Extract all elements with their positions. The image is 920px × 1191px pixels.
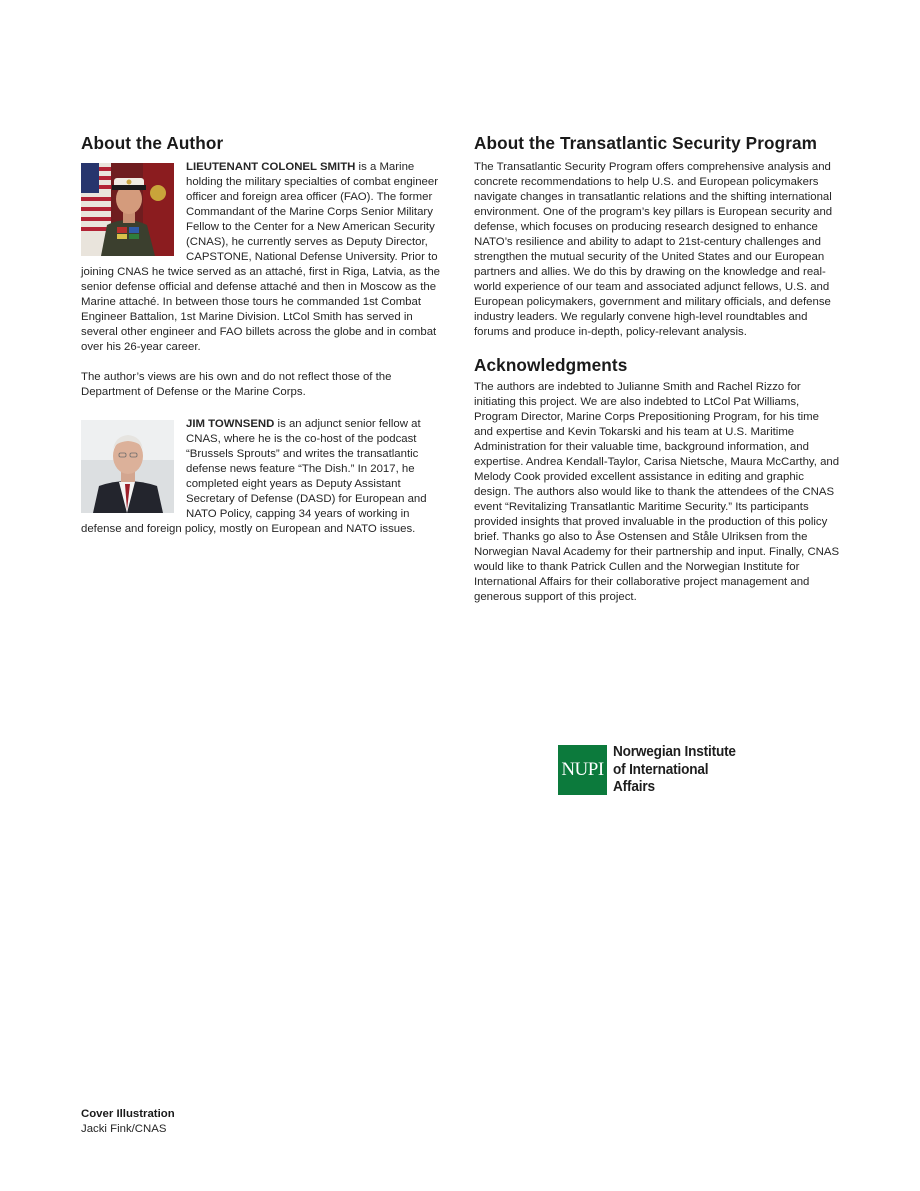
- smith-bio-body: is a Marine holding the military specialties of combat engineer officer and foreign area officer (FAO). The former Commandant of the Marine Corps Senior Military Fellow to the Center for a New American Security (CNAS), he currently serves as Deputy Director, CAPSTONE, National Defense University. Prior to joining CNAS he twice served as an attaché, first in Riga, Latvia, as the senior defense official and defense attaché and then in Moscow as the Marine attaché. In between those tours he commanded 1st Combat Engineer Battalion, 1st Marine Division. LtCol Smith has served in several other engineer and FAO billets across the globe and in combat over his 26-year career.: [81, 160, 440, 354]
- acknowledgments-heading: Acknowledgments: [474, 354, 628, 375]
- cover-credit-label: Cover Illustration: [81, 1108, 175, 1120]
- smith-portrait-photo: [81, 163, 174, 256]
- townsend-name: JIM TOWNSEND: [186, 418, 275, 431]
- nupi-logo-line-1: Norwegian Institute: [613, 744, 736, 760]
- acknowledgments-body: The authors are indebted to Julianne Smith and Rachel Rizzo for initiating this project. We are also indebted to LtCol Pat Williams, Program Director, Marine Corps Prepositioning Program, for his time and expertise and Kevin Tokarski and his team at U.S. Maritime Administration for their valuable time, background information, and expertise. Andrea Kendall-Taylor, Carisa Nietsche, Maura McCarthy, and Melody Cook provided excellent assistance in editing and graphic design. The authors also would like to thank the attendees of the CNAS event “Revitalizing Transatlantic Maritime Security.” Its participants provided insights that proved invaluable in the production of this policy brief. Thanks go also to Åse Ostensen and Ståle Ulriksen from the Norwegian Naval Academy for their partnership and input. Finally, CNAS would like to thank Patrick Cullen and the Norwegian Institute for International Affairs for their collaborative project management and generous support of this project.: [474, 381, 840, 603]
- nupi-logo-wordmark: [613, 744, 760, 797]
- program-body: The Transatlantic Security Program offers comprehensive analysis and concrete recommendations to help U.S. and European policymakers navigate changes in transatlantic relations and the shifting international environment. One of the program’s key pillars is European security and defense, which focuses on producing research designed to enhance NATO’s resilience and ability to adapt to 21st-century challenges and strengthen the mutual security of the United States and our European partners and allies. We do this by drawing on the knowledge and real-world experience of our team and associated adjunct fellows, U.S. and European policymakers, government and military officials, and defense industry leaders. We regularly convene high-level roundtables and forums and produce in-depth, policy-relevant analysis.: [474, 160, 833, 338]
- cover-credit-value: Jacki Fink/CNAS: [81, 1123, 167, 1135]
- nupi-logo: [558, 745, 768, 797]
- townsend-bio: [81, 417, 447, 537]
- author-disclaimer: The author’s views are his own and do not reflect those of the Department of Defense or the Marine Corps.: [81, 371, 392, 399]
- program-column: [474, 133, 841, 605]
- program-heading: About the Transatlantic Security Program: [474, 133, 818, 153]
- about-author-column: [81, 133, 447, 537]
- townsend-bio-body: is an adjunct senior fellow at CNAS, where he is the co-host of the podcast “Brussels Sprouts” and writes the transatlantic defense news feature “The Dish.” In 2017, he completed eight years as Deputy Assistant Secretary of Defense (DASD) for European and NATO Policy, capping 34 years of working in defense and foreign policy, mostly on European and NATO issues.: [81, 418, 427, 536]
- nupi-logo-line-2: of International: [613, 761, 709, 778]
- cover-credit: [81, 1107, 175, 1137]
- smith-name: LIEUTENANT COLONEL SMITH: [186, 160, 356, 173]
- townsend-portrait-photo: [81, 420, 174, 513]
- nupi-logo-mark: NUPI: [558, 745, 607, 795]
- about-author-heading: About the Author: [81, 133, 224, 153]
- smith-bio: [81, 160, 447, 356]
- nupi-logo-line-3: Affairs: [613, 779, 655, 796]
